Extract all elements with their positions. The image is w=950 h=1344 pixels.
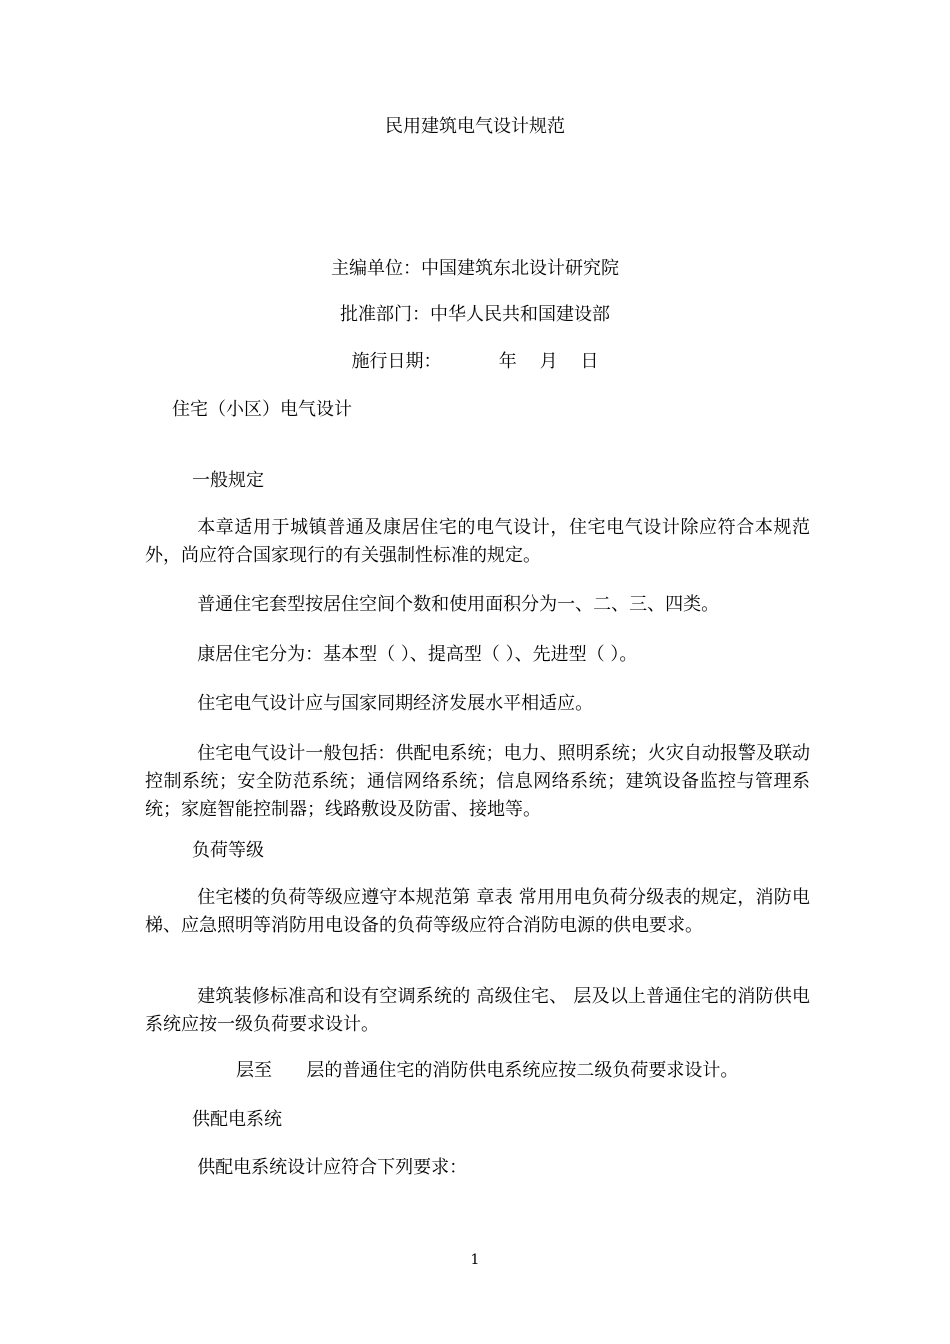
paragraph: 层至 层的普通住宅的消防供电系统应按二级负荷要求设计。 (236, 1060, 739, 1081)
paragraph: 供配电系统设计应符合下列要求： (197, 1157, 468, 1178)
paragraph: 住宅电气设计一般包括：供配电系统；电力、照明系统；火灾自动报警及联动控制系统；安全防范系统；通信网络系统；信息网络系统；建筑设备监控与管理系统；家庭智能控制器；线路敷设及防雷、接地等。 (145, 743, 810, 820)
section-heading-load-class: 负荷等级 (192, 840, 264, 861)
paragraph: 康居住宅分为：基本型（ ）、提高型（ ）、先进型（ ）。 (197, 644, 638, 665)
paragraph: 住宅楼的负荷等级应遵守本规范第 章表 常用用电负荷分级表的规定，消防电梯、应急照明等消防用电设备的负荷等级应符合消防电源的供电要求。 (145, 887, 810, 936)
paragraph: 建筑装修标准高和设有空调系统的 高级住宅、 层及以上普通住宅的消防供电系统应按一级负荷要求设计。 (145, 986, 810, 1035)
approving-department: 批准部门：中华人民共和国建设部 (340, 304, 610, 325)
section-heading-general: 一般规定 (192, 470, 264, 491)
document-title: 民用建筑电气设计规范 (385, 116, 565, 137)
paragraph: 住宅电气设计应与国家同期经济发展水平相适应。 (197, 693, 594, 714)
editor-unit: 主编单位：中国建筑东北设计研究院 (331, 258, 619, 279)
effective-date: 施行日期： 年 月 日 (351, 351, 599, 372)
section-heading-power-supply: 供配电系统 (192, 1109, 282, 1130)
paragraph: 本章适用于城镇普通及康居住宅的电气设计，住宅电气设计除应符合本规范外，尚应符合国家现行的有关强制性标准的规定。 (145, 517, 810, 566)
page-number: 1 (470, 1252, 480, 1268)
paragraph: 普通住宅套型按居住空间个数和使用面积分为一、二、三、四类。 (197, 594, 720, 615)
chapter-heading: 住宅（小区）电气设计 (172, 399, 352, 420)
